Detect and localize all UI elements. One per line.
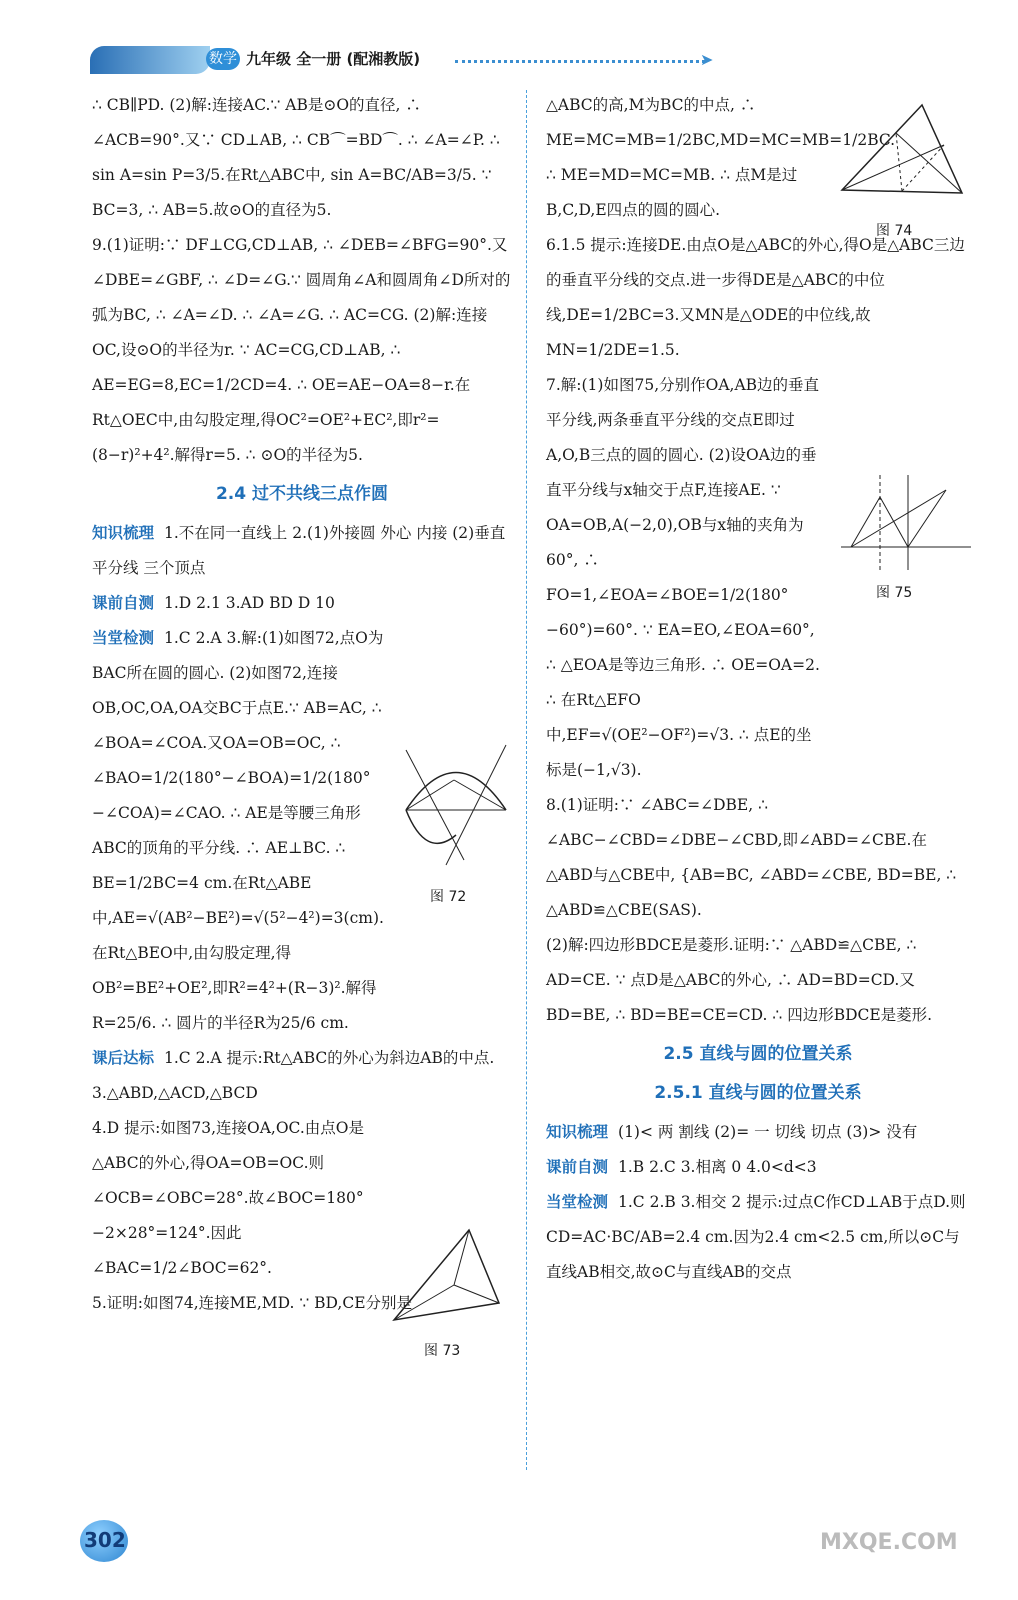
header-title: 九年级 全一册 (配湘教版): [246, 50, 421, 68]
arc-edge: [406, 810, 456, 843]
figure-caption: 图 72: [430, 889, 467, 905]
page-header: [0, 0, 1018, 90]
section-tag: 当堂检测: [546, 1193, 609, 1211]
altitude-ce: [896, 133, 962, 193]
section-tag: 知识梳理: [546, 1123, 609, 1141]
segment-me: [896, 133, 902, 191]
answer-text: 1.C 2.A 提示:Rt△ABC的外心为斜边AB的中点. 3.△ABD,△ACD,△BCD: [92, 1049, 495, 1102]
answer-paragraph: 4.D 提示:如图73,连接OA,OC.由点O是△ABC的外心,得OA=OB=OC.则∠OCB=∠OBC=28°.故∠BOC=180°−2×28°=124°.因此∠BAC=1/2∠BOC=62°.: [92, 1119, 364, 1277]
answer-text: 1.C 2.B 3.相交 2 提示:过点C作CD⊥AB于点D.则CD=AC·BC/AB=2.4 cm.因为2.4 cm<2.5 cm,所以⊙C与直线AB相交,故⊙C与直线AB的交点: [546, 1193, 966, 1281]
answer-text: 1.B 2.C 3.相离 0 4.0<d<3: [618, 1158, 817, 1176]
answer-paragraph: 8.(1)证明:∵ ∠ABC=∠DBE, ∴ ∠ABC−∠CBD=∠DBE−∠CBD,即∠ABD=∠CBE.在△ABD与△CBE中, {AB=BC, ∠ABD=∠CBE, BD=BE, ∴ △ABD≌△CBE(SAS).: [546, 796, 957, 919]
answer-paragraph: (2)解:四边形BDCE是菱形.证明:∵ △ABD≌△CBE, ∴ AD=CE. ∵ 点D是△ABC的外心, ∴ AD=BD=CD.又BD=BE, ∴ BD=BE=CE=CD. ∴ 四边形BDCE是菱形.: [546, 936, 933, 1024]
segment-ab: [406, 780, 454, 810]
figure-72: [396, 740, 516, 870]
section-tag: 课后达标: [92, 1049, 155, 1067]
subject-badge: 数学: [206, 48, 240, 70]
answer-paragraph: [92, 586, 512, 621]
figure-73: [384, 1225, 514, 1330]
answer-paragraph: [546, 1185, 970, 1290]
answer-text: (1)< 两 割线 (2)= 一 切线 切点 (3)> 没有: [618, 1123, 918, 1141]
answer-text: 1.D 2.1 3.AD BD D 10: [164, 594, 335, 612]
section-tag: 课前自测: [546, 1158, 609, 1176]
answer-paragraph: [92, 516, 512, 586]
answer-paragraph: 7.解:(1)如图75,分别作OA,AB边的垂直平分线,两条垂直平分线的交点E即过A,O,B三点的圆的圆心. (2)设OA边的垂直平分线与x轴交于点F,连接AE. ∵ OA=OB,A(−2,0),OB与x轴的夹角为60°, ∴ FO=1,∠EOA=∠BOE=1/2(180°−60°)=60°. ∵ EA=EO,∠EOA=60°, ∴ △EOA是等边三角形. ∴ OE=OA=2. ∴ 在Rt△EFO中,EF=√(OE²−OF²)=√3. ∴ 点E的坐标是(−1,√3).: [546, 376, 820, 779]
section-title: 2.4 过不共线三点作圆: [215, 484, 389, 504]
segment-ob: [908, 490, 946, 547]
section-tag: 课前自测: [92, 594, 155, 612]
figure-caption: 图 75: [876, 585, 913, 601]
section-title: 2.5 直线与圆的位置关系: [663, 1044, 853, 1064]
watermark: MXQE.COM: [820, 1530, 958, 1555]
segment-ab: [851, 490, 946, 547]
answer-paragraph: 9.(1)证明:∵ DF⊥CG,CD⊥AB, ∴ ∠DEB=∠BFG=90°.又∠DBE=∠GBF, ∴ ∠D=∠G.∵ 圆周角∠A和圆周角∠D所对的弧为BC, ∴ ∠A=∠D. ∴ ∠A=∠G. ∴ AC=CG. (2)解:连接OC,设⊙O的半径为r. ∵ AC=CG,CD⊥AB, ∴ AE=EG=8,EC=1/2CD=4. ∴ OE=AE−OA=8−r.在Rt△OEC中,由勾股定理,得OC²=OE²+EC²,即r²=(8−r)²+4².解得r=5. ∴ ⊙O的半径为5.: [92, 236, 511, 464]
section-tag: 知识梳理: [92, 524, 155, 542]
column-divider: [526, 90, 528, 1470]
header-dotted-line: [455, 60, 705, 63]
answer-paragraph: ∴ CB∥PD. (2)解:连接AC.∵ AB是⊙O的直径, ∴ ∠ACB=90°.又∵ CD⊥AB, ∴ CB⌒=BD⌒. ∴ ∠A=∠P. ∴ sin A=sin P=3/5.在Rt△ABC中, sin A=BC/AB=3/5. ∵ BC=3, ∴ AB=5.故⊙O的直径为5.: [92, 96, 500, 219]
figure-caption: 图 73: [424, 1343, 461, 1359]
page-number: 302: [84, 1528, 126, 1552]
figure-75: [836, 465, 976, 580]
segment-ac: [454, 780, 506, 810]
answer-paragraph: [546, 1115, 970, 1150]
left-column: [92, 88, 512, 1321]
triangle-abc: [842, 105, 962, 193]
altitude-bd: [842, 145, 944, 190]
answer-paragraph: 5.证明:如图74,连接ME,MD. ∵ BD,CE分别是: [92, 1294, 413, 1312]
answer-paragraph: [92, 621, 392, 1041]
section-tag: 当堂检测: [92, 629, 155, 647]
right-column: [546, 88, 970, 1290]
figure-caption: 图 74: [876, 223, 913, 239]
segment-md: [902, 145, 944, 191]
answer-paragraph: [546, 1150, 970, 1185]
page-number-badge: [80, 1516, 140, 1562]
segment-eo: [880, 497, 908, 547]
section-title: 2.5.1 直线与圆的位置关系: [654, 1083, 862, 1103]
answer-paragraph: [92, 1041, 512, 1111]
arrow-icon: ➤: [700, 50, 714, 69]
header-band: [90, 46, 210, 74]
answer-paragraph: 6.1.5 提示:连接DE.由点O是△ABC的外心,得O是△ABC三边的垂直平分线的交点.进一步得DE是△ABC的中位线,DE=1/2BC=3.又MN是△ODE的中位线,故MN=1/2DE=1.5.: [546, 236, 965, 359]
segment-ae: [851, 497, 880, 547]
answer-paragraph: △ABC的高,M为BC的中点, ∴ ME=MC=MB=1/2BC,MD=MC=MB=1/2BC. ∴ ME=MD=MC=MB. ∴ 点M是过B,C,D,E四点的圆的圆心.: [546, 96, 896, 219]
answer-text: 1.C 2.A 3.解:(1)如图72,点O为BAC所在圆的圆心. (2)如图72,连接OB,OC,OA,OA交BC于点E.∵ AB=AC, ∴ ∠BOA=∠COA.又OA=OB=OC, ∴ ∠BAO=1/2(180°−∠BOA)=1/2(180°−∠COA)=∠CAO. ∴ AE是等腰三角形ABC的顶角的平分线. ∴ AE⊥BC. ∴ BE=1/2BC=4 cm.在Rt△ABE中,AE=√(AB²−BE²)=√(5²−4²)=3(cm).在Rt△BEO中,由勾股定理,得OB²=BE²+OE²,即R²=4²+(R−3)².解得R=25/6. ∴ 圆片的半径R为25/6 cm.: [92, 629, 384, 1032]
answer-text: 1.不在同一直线上 2.(1)外接圆 外心 内接 (2)垂直平分线 三个顶点: [92, 524, 506, 577]
triangle-abc: [394, 1230, 499, 1320]
figure-74: [834, 95, 974, 210]
